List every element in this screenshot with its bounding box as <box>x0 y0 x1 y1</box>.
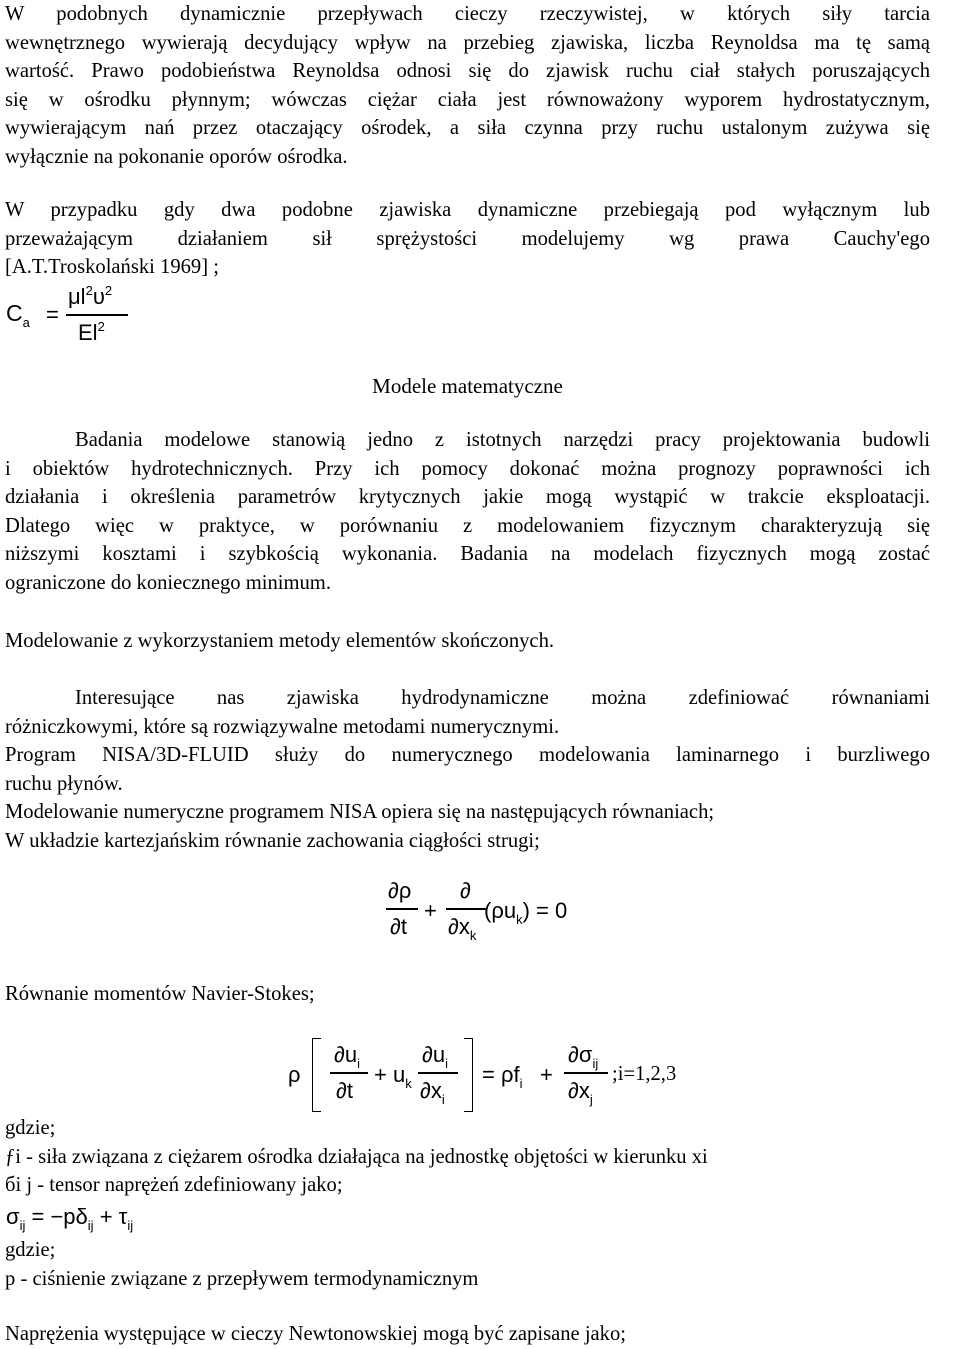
text-line: Naprężenia występujące w cieczy Newtonowskiej mogą być zapisane jako; <box>5 1323 626 1345</box>
text-line: бi j - tensor naprężeń zdefiniowany jako; <box>5 1174 343 1196</box>
text-line: Interesujące nas zjawiska hydrodynamiczne można zdefiniować równaniami <box>75 687 930 709</box>
formula-cauchy <box>6 280 146 350</box>
text-line: [A.T.Troskolański 1969] ; <box>5 256 219 278</box>
fraction-bar <box>418 1072 458 1074</box>
text-line: ograniczone do koniecznego minimum. <box>5 571 331 594</box>
formula-rho: ρ <box>288 1062 301 1087</box>
formula-term: + $u_k$ <box>374 1062 412 1091</box>
formula-numerator: $\partial u_i$ <box>334 1042 360 1071</box>
text-line: W podobnych dynamicznie przepływach cieczy rzeczywistej, w których siły tarcia <box>5 3 930 25</box>
paragraph-definitions <box>5 1114 930 1200</box>
paragraph-cauchy <box>5 196 930 282</box>
text-line: przeważającym działaniem sił sprężystości modelujemy wg prawa Cauchy'ego <box>5 227 930 250</box>
section-heading: Modele matematyczne <box>372 374 563 398</box>
formula-continuity <box>388 878 608 948</box>
fraction-bar <box>564 1072 608 1074</box>
formula-term: = $\rho f_i$ <box>482 1062 523 1091</box>
text-line: Równanie momentów Navier-Stokes; <box>5 983 315 1005</box>
paragraph-reynolds <box>5 0 930 171</box>
text-line: W przypadku gdy dwa podobne zjawiska dynamiczne przebiegają pod wyłącznym lub <box>5 199 930 221</box>
formula-numerator: ∂ρ <box>388 878 412 903</box>
text-line: wartość. Prawo podobieństwa Reynoldsa odnosi się do zjawisk ruchu ciał stałych poruszających <box>5 60 930 82</box>
text-line: się w ośrodku płynnym; wówczas ciężar ciała jest równoważony wyporem hydrostatycznym, <box>5 88 930 111</box>
fraction-bar <box>66 314 128 316</box>
text-line: różniczkowymi, które są rozwiązywalne metodami numerycznymi. <box>5 715 560 738</box>
paragraph-fem <box>5 627 930 656</box>
formula-denominator: $\partial x_j$ <box>568 1078 593 1107</box>
text-line: niższymi kosztami i szybkością wykonania. Badania na modelach fizycznych mogą zostać <box>5 543 930 565</box>
text-line: Modelowanie numeryczne programem NISA opiera się na następujących równaniach; <box>5 801 715 823</box>
text-line: Badania modelowe stanowią jedno z istotnych narzędzi pracy projektowania budowli <box>75 429 930 451</box>
bracket-left <box>312 1038 321 1112</box>
formula-numerator: $\partial u_i$ <box>422 1042 448 1071</box>
paragraph-newtonian <box>5 1320 930 1349</box>
text-line: wywierającym nań przez otaczający ośrodek, a siła czynna przy ruchu ustalonym zużywa się <box>5 117 930 139</box>
formula-lhs: $C_a$ <box>6 300 30 330</box>
formula-denominator: $\partial x_k$ <box>448 914 477 943</box>
bracket-right <box>464 1038 473 1112</box>
text-line: ƒi - siła związana z ciężarem ośrodka działająca na jednostkę objętości w kierunku xi <box>5 1145 708 1168</box>
fraction-bar <box>386 908 418 910</box>
text-line: gdzie; <box>5 1239 56 1261</box>
paragraph-nisa <box>5 684 930 855</box>
formula-stress-tensor <box>6 1204 206 1234</box>
text-line: wewnętrznego wywierają decydujący wpływ na przebieg zjawiska, liczba Reynoldsa ma tę samą <box>5 31 930 54</box>
formula-numerator: $\mu l^2\upsilon^2$ <box>68 283 113 309</box>
text-line: p - ciśnienie związane z przepływem termodynamicznym <box>5 1267 479 1290</box>
formula-numerator: $\partial\sigma_{ij}$ <box>568 1042 599 1071</box>
formula-plus: + <box>540 1062 553 1087</box>
formula-denominator: El$^2$ <box>78 319 105 345</box>
fraction-bar <box>446 908 486 910</box>
text-line: gdzie; <box>5 1117 56 1139</box>
formula-index-range: ;i=1,2,3 <box>612 1063 677 1085</box>
text-line: wyłącznie na pokonanie oporów ośrodka. <box>5 145 348 168</box>
text-line: W układzie kartezjańskim równanie zachowania ciągłości strugi; <box>5 829 540 852</box>
formula-denominator: ∂t <box>390 914 407 939</box>
text-line: Modelowanie z wykorzystaniem metody elementów skończonych. <box>5 630 555 652</box>
text-line: i obiektów hydrotechnicznych. Przy ich pomocy dokonać można prognozy poprawności ich <box>5 457 930 480</box>
formula-denominator: $\partial x_i$ <box>420 1078 445 1107</box>
formula-term: $(\rho u_k) = 0$ <box>484 898 568 927</box>
paragraph-navier-title <box>5 980 930 1009</box>
paragraph-pressure <box>5 1236 930 1293</box>
formula-numerator: ∂ <box>460 878 471 903</box>
paragraph-modelling <box>5 426 930 597</box>
text-line: Program NISA/3D-FLUID służy do numerycznego modelowania laminarnego i burzliwego <box>5 744 930 766</box>
text-line: Dlatego więc w praktyce, w porównaniu z modelowaniem fizycznym charakteryzują się <box>5 514 930 537</box>
text-line: działania i określenia parametrów krytycznych jakie mogą wystąpić w trakcie eksploatacji. <box>5 486 930 508</box>
formula-term: $\sigma_{ij} = -p\delta_{ij} + \tau_{ij}$ <box>6 1204 134 1233</box>
text-line: ruchu płynów. <box>5 772 123 795</box>
formula-denominator: ∂t <box>336 1078 353 1103</box>
formula-plus: + <box>424 898 437 923</box>
formula-navier-stokes <box>288 1038 688 1118</box>
formula-equals: = <box>46 302 59 327</box>
fraction-bar <box>330 1072 368 1074</box>
